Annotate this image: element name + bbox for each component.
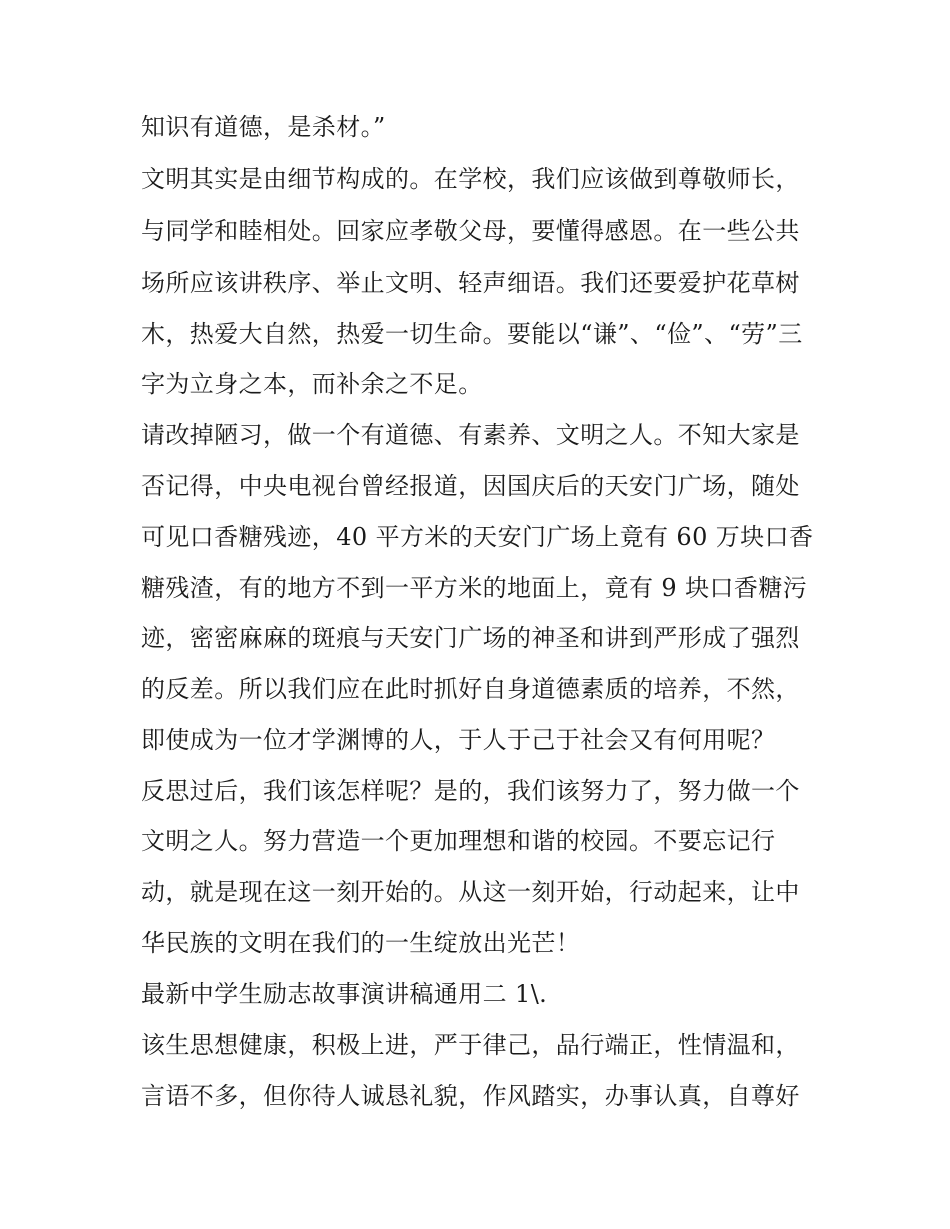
text-line: 华民族的文明在我们的一生绽放出光芒！ bbox=[141, 929, 581, 957]
text-line: 反思过后，我们该怎样呢？是的，我们该努力了，努力做一个 bbox=[141, 777, 800, 805]
text-line: 动，就是现在这一刻开始的。从这一刻开始，行动起来，让中 bbox=[141, 878, 800, 906]
text-line: 最新中学生励志故事演讲稿通用二 1\. bbox=[141, 980, 548, 1008]
text-line: 文明之人。努力营造一个更加理想和谐的校园。不要忘记行 bbox=[141, 827, 776, 855]
text-line: 请改掉陋习，做一个有道德、有素养、文明之人。不知大家是 bbox=[141, 421, 800, 449]
text-line: 可见口香糖残迹，40 平方米的天安门广场上竟有 60 万块口香 bbox=[141, 523, 814, 551]
text-line: 言语不多，但你待人诚恳礼貌，作风踏实，办事认真，自尊好 bbox=[141, 1082, 800, 1110]
text-line: 与同学和睦相处。回家应孝敬父母，要懂得感恩。在一些公共 bbox=[141, 217, 800, 245]
text-line: 迹，密密麻麻的斑痕与天安门广场的神圣和讲到严形成了强烈 bbox=[141, 624, 800, 652]
text-line: 否记得，中央电视台曾经报道，因国庆后的天安门广场，随处 bbox=[141, 472, 800, 500]
text-line: 该生思想健康，积极上进，严于律己，品行端正，性情温和， bbox=[141, 1031, 800, 1059]
text-line: 糖残渣，有的地方不到一平方米的地面上，竟有 9 块口香糖污 bbox=[141, 574, 808, 602]
text-line: 即使成为一位才学渊博的人，于人于己于社会又有何用呢？ bbox=[141, 726, 776, 754]
text-line: 木，热爱大自然，热爱一切生命。要能以“谦”、“俭”、“劳”三 bbox=[141, 320, 803, 348]
text-line: 文明其实是由细节构成的。在学校，我们应该做到尊敬师长， bbox=[141, 165, 800, 193]
text-line: 字为立身之本，而补余之不足。 bbox=[141, 370, 483, 398]
text-line: 场所应该讲秩序、举止文明、轻声细语。我们还要爱护花草树 bbox=[141, 269, 800, 297]
text-line: 知识有道德，是杀材。” bbox=[141, 113, 386, 141]
text-line: 的反差。所以我们应在此时抓好自身道德素质的培养，不然， bbox=[141, 675, 800, 703]
